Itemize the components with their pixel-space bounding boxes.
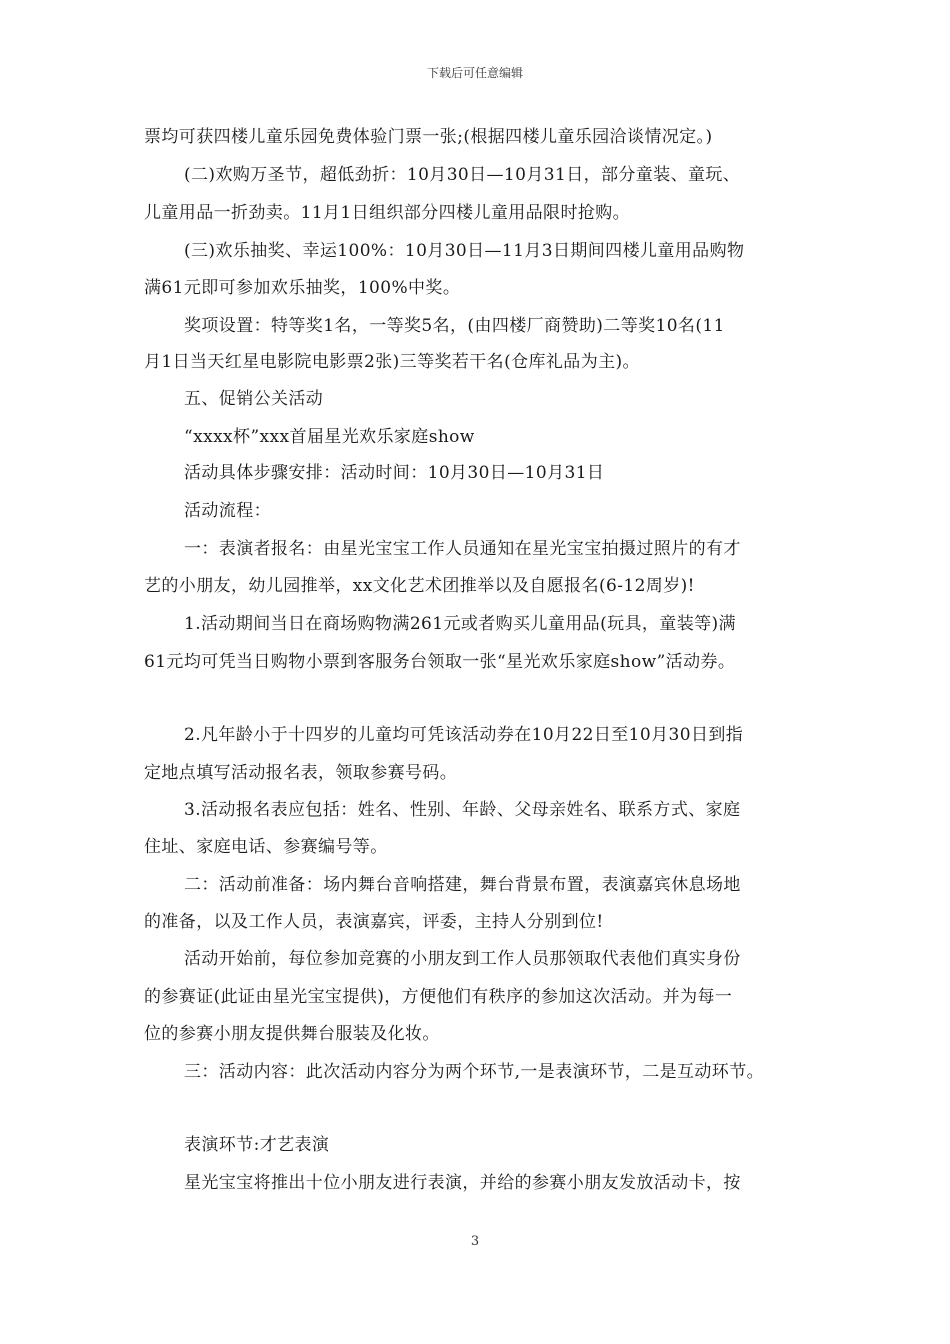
text-line: 61元均可凭当日购物小票到客服务台领取一张“星光欢乐家庭show”活动券。 xyxy=(144,652,736,672)
page-header: 下载后可任意编辑 xyxy=(426,66,523,80)
text-line: 奖项设置：特等奖1名，一等奖5名，(由四楼厂商赞助)二等奖10名(11 xyxy=(184,316,725,336)
text-line: 三：活动内容：此次活动内容分为两个环节,一是表演环节，二是互动环节。 xyxy=(184,1062,765,1082)
text-line: 的准备，以及工作人员，表演嘉宾，评委，主持人分别到位! xyxy=(144,912,604,932)
text-line: 活动流程： xyxy=(184,501,271,521)
text-line: “xxxx杯”xxx首届星光欢乐家庭show xyxy=(184,427,475,447)
text-line: 住址、家庭电话、参赛编号等。 xyxy=(144,837,388,857)
text-line: 3.活动报名表应包括：姓名、性别、年龄、父母亲姓名、联系方式、家庭 xyxy=(184,800,741,820)
text-line: 艺的小朋友，幼儿园推举，xx文化艺术团推举以及自愿报名(6-12周岁)! xyxy=(144,576,695,596)
text-line: 活动具体步骤安排：活动时间：10月30日—10月31日 xyxy=(184,463,605,483)
text-line: 的参赛证(此证由星光宝宝提供)，方便他们有秩序的参加这次活动。并为每一 xyxy=(144,987,733,1007)
page-number: 3 xyxy=(470,1234,480,1249)
text-line: (三)欢乐抽奖、幸运100%：10月30日—11月3日期间四楼儿童用品购物 xyxy=(184,241,745,261)
section-heading: 五、促销公关活动 xyxy=(184,389,324,409)
text-line: 活动开始前，每位参加竞赛的小朋友到工作人员那领取代表他们真实身份 xyxy=(184,949,741,969)
text-line: 票均可获四楼儿童乐园免费体验门票一张;(根据四楼儿童乐园洽谈情况定。) xyxy=(144,127,713,147)
text-line: 月1日当天红星电影院电影票2张)三等奖若干名(仓库礼品为主)。 xyxy=(144,352,640,372)
text-line: 1.活动期间当日在商场购物满261元或者购买儿童用品(玩具，童装等)满 xyxy=(184,614,736,634)
text-line: 表演环节:才艺表演 xyxy=(184,1135,330,1155)
text-line: (二)欢购万圣节，超低劲折：10月30日—10月31日，部分童装、童玩、 xyxy=(184,165,741,185)
text-line: 定地点填写活动报名表，领取参赛号码。 xyxy=(144,763,458,783)
text-line: 满61元即可参加欢乐抽奖，100%中奖。 xyxy=(144,278,461,298)
text-line: 儿童用品一折劲卖。11月1日组织部分四楼儿童用品限时抢购。 xyxy=(144,203,631,223)
text-line: 位的参赛小朋友提供舞台服装及化妆。 xyxy=(144,1024,440,1044)
text-line: 二：活动前准备：场内舞台音响搭建，舞台背景布置，表演嘉宾休息场地 xyxy=(184,875,741,895)
text-line: 星光宝宝将推出十位小朋友进行表演，并给的参赛小朋友发放活动卡，按 xyxy=(184,1173,741,1193)
text-line: 一：表演者报名：由星光宝宝工作人员通知在星光宝宝拍摄过照片的有才 xyxy=(184,539,741,559)
text-line: 2.凡年龄小于十四岁的儿童均可凭该活动券在10月22日至10月30日到指 xyxy=(184,725,744,745)
